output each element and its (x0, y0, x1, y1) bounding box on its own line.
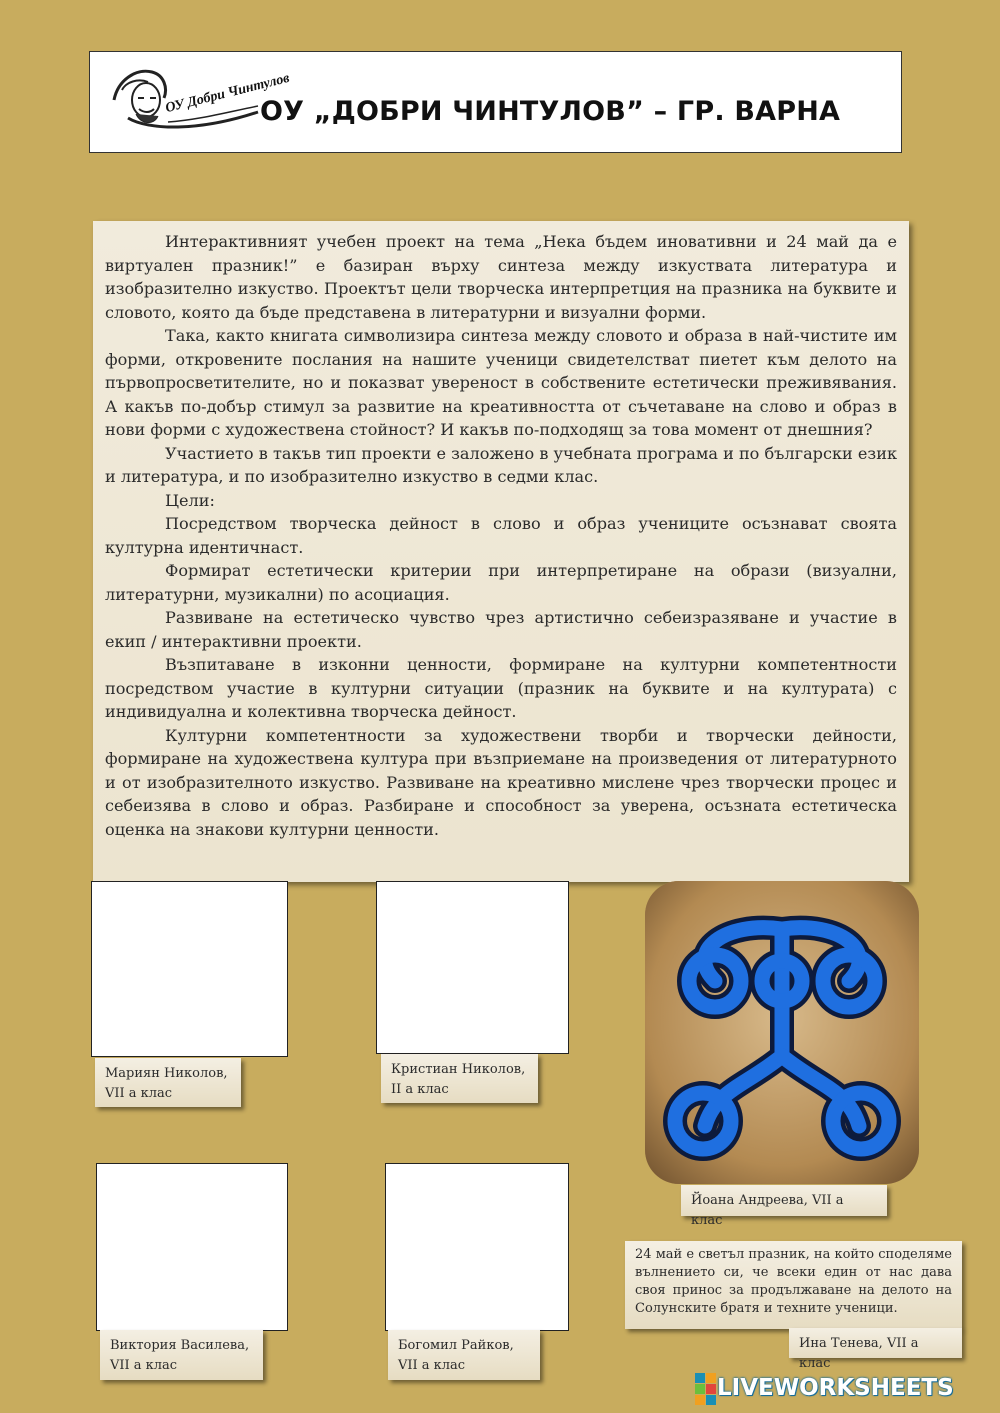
glagolitic-letter-icon (645, 881, 919, 1184)
paragraph: Културни компетентности за художествени творби и творчески дейности, формиране на художествена култура при възприемане на произведения от литературното и от изобразителното изкуство. Развиване на креативно мислене чрез творчески процес и себеизява в слово и образ. Разбиране и способност за уверена, осъзната естетическа оценка на знакови културни ценности. (105, 725, 897, 839)
caption-2: Кристиан Николов, II а клас (381, 1054, 538, 1103)
paragraph: Участието в такъв тип проекти е заложено в учебната програма и по български език и литература, и по изобразително изкуство в седми клас. (105, 443, 897, 486)
paragraph: Интерактивният учебен проект на тема „Нека бъдем иновативни и 24 май да е виртуален празник!” е базиран върху синтеза между изкуствата литература и изобразително изкуство. Проектът цели творческа интерпретция на празника на буквите и словото, която да бъде представена в литературни и визуални форми. (105, 232, 897, 322)
paragraph: Посредством творческа дейност в слово и образ учениците осъзнават своята културна идентичнаст. (105, 514, 897, 557)
school-title: ОУ „ДОБРИ ЧИНТУЛОВ” – ГР. ВАРНА (260, 96, 841, 127)
image-frame-1 (91, 881, 288, 1057)
image-frame-2 (376, 881, 569, 1054)
caption-1: Мариян Николов, VII а клас (95, 1058, 241, 1107)
paragraph: Така, както книгата символизира синтеза между словото и образа в най-чистите им форми, откровените послания на нашите ученици свидетелстват пиетет към делото на първопросветителите, но и показват увереност в собствените естетически преживявания. А какъв по-добър стимул за развитие на креативността от съчетаване на слово и образ в нови форми с художествена стойност? И какъв по-подходящ за това момент от днешния? (105, 326, 897, 439)
student-quote: 24 май е светъл празник, на който споделяме вълнението си, че всеки един от нас дава своя принос за продължаване на делото на Солунските братя и техните ученици. (625, 1241, 962, 1329)
paragraph: Възпитаване в изконни ценности, формиране на културни компетентности посредством участие в културни ситуации (празник на буквите и на културата) с индивидуална и колективна творческа дейност. (105, 655, 897, 721)
liveworksheets-text: LIVEWORKSHEETS (717, 1375, 954, 1401)
paragraph: Формират естетически критерии при интерпретиране на образи (визуални, литературни, музикални) по асоциация. (105, 561, 897, 604)
logo-text: ОУ Добри Чинтулов (163, 70, 292, 117)
artwork-glagolitic-letter (645, 881, 919, 1184)
caption-5: Богомил Райков, VII а клас (388, 1330, 540, 1380)
school-header (89, 51, 902, 153)
paragraph: Цели: (165, 490, 215, 510)
liveworksheets-watermark[interactable] (695, 1372, 995, 1408)
liveworksheets-logo-icon (695, 1373, 717, 1407)
project-description (93, 221, 909, 882)
image-frame-5 (385, 1163, 569, 1331)
caption-3: Йоана Андреева, VII а клас (681, 1185, 887, 1216)
paragraph: Развиване на естетическо чувство чрез артистично себеизразяване и участие в екип / интерактивни проекти. (105, 608, 897, 651)
image-frame-4 (96, 1163, 288, 1331)
caption-4: Виктория Василева, VII а клас (100, 1330, 263, 1380)
caption-6: Ина Тенева, VII а клас (789, 1328, 962, 1358)
